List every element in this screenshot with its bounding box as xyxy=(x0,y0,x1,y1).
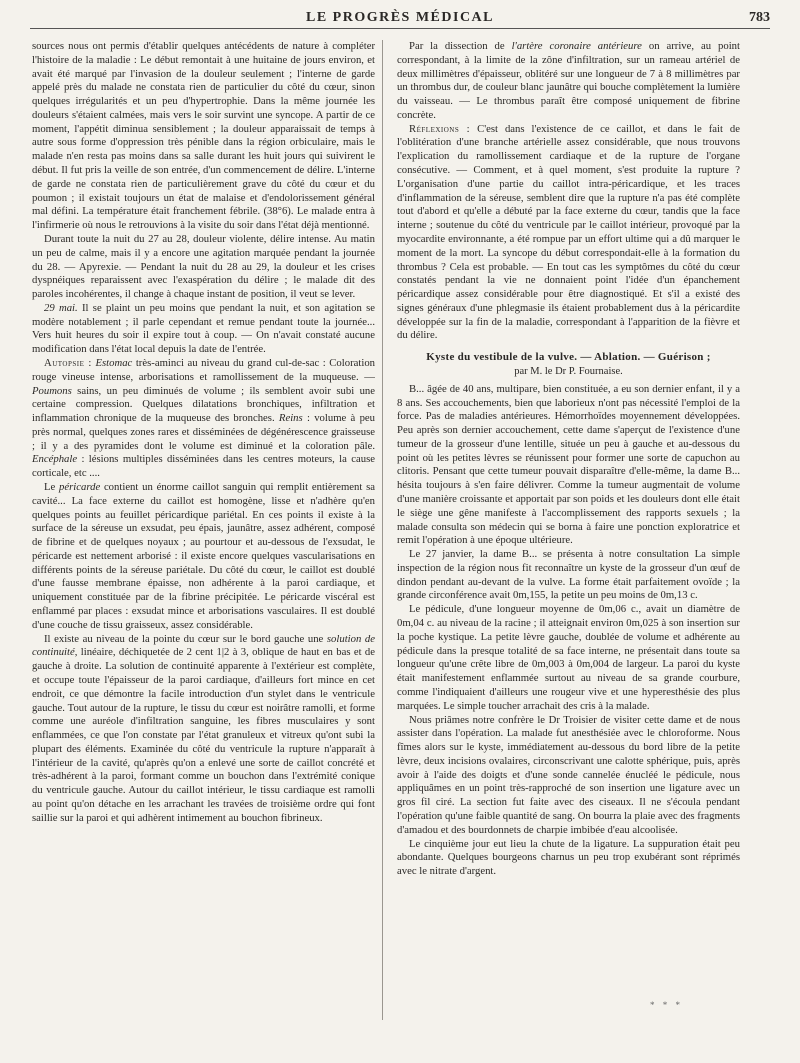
paragraph: Nous priâmes notre confrère le Dr Troisier de visiter cette dame et de nous assister dans l'opération. La malade fut anesthésiée avec le chloroforme. Nous fîmes alors sur le kyste, immédiatement au-dessous du bord libre de la petite lèvre, deux incisions ovalaires, circonscrivant une calotte sphérique, puis, après avoir à l'aide des doigts et d'une sonde cannelée énucléé le pédicule, nous appliquâmes en un point très-rapproché de son insertion une ligature avec un gros fil ciré. La section fut faite avec des ciseaux. Il ne s'écoula pendant l'opération qu'une faible quantité de sang. On bourra la plaie avec des fragments d'amadou et des bourdonnets de charpie imbibée d'eau alcoolisée. xyxy=(397,713,740,836)
organ-term: Encéphale xyxy=(32,453,78,466)
paragraph xyxy=(397,40,740,123)
section-label: Autopsie : xyxy=(44,356,92,369)
left-column xyxy=(32,40,375,826)
paragraph: Le 27 janvier, la dame B... se présenta à notre consultation La simple inspection de la région nous fit reconnaître un kyste de la grosseur d'un œuf de dindon pendant au-devant de la vulve. La forme était parfaitement ovoïde ; la grande circonférence avait 0m,155, la petite un peu moins de 0m,13 c. xyxy=(397,548,740,602)
paragraph-text: on arrive, au point correspondant, à la limite de la zône d'infiltration, sur un rameau artériel de deux millimètres d'épaisseur, oblitéré sur une longueur de 7 à 8 millimètres par un thrombus dur, de couleur blanc jaunâtre qui bouche complètement la lumière du vaisseau. — Le thrombus paraît être composé uniquement de fibrine concrète. xyxy=(397,40,740,121)
paragraph-text: contient un énorme caillot sanguin qui remplit entièrement sa cavité... La face externe du caillot est homogène, lisse et n'adhère qu'en quelques points au feuillet péricardique pariétal. En ces points il existe à la surface de la séreuse un exsudat, peu épais, jaunâtre, assez adhérent, composé de fibrine et de quelques noyaux ; au pourtour et au-dessous de l'exsudat, le péricarde est nettement arborisé : il existe encore quelques vascularisations en différents points de la séreuse pariétale. Du côté du cœur, le caillot est doublé d'une fausse membrane épaisse, non adhérente à la paroi cardiaque, et uniquement constituée par de la fibrine précipitée. Le péricarde viscéral est enflammé par places : exsudat mince et arborisations vasculaires. Il est doublé d'une couche de tissu graisseux, assez considérable. xyxy=(32,481,375,631)
paragraph-text: Par la dissection de xyxy=(409,40,512,52)
paragraph: sources nous ont permis d'établir quelques antécédents de nature à compléter l'histoire de la maladie : Le début remontait à une huitaine de jours environ, et avait été marqué par l'invasion de la douleur seulement ; l'interne de garde appelé près du malade ne constata rien de particulier du côté du cœur, sinon quelques irrégularités et un peu d'hypertrophie. Dans la même journée les douleurs s'étaient calmées, mais vers le soir survint une syncope. A partir de ce moment, l'appétit diminua sensiblement ; la douleur apparaissait de temps à autre sous forme d'oppression très pénible dans la région orbiculaire, mais le malade n'en resta pas moins dans sa salle durant les huit jours qui suivirent le début. Il fut pris la veille de son entrée, d'un commencement de délire. L'interne de garde ne constata rien de particulièrement grave du côté du cœur et du poumon ; il existait toujours un état de malaise et d'endolorissement général mal défini. La température était franchement fébrile. (38°6). Le malade entra à l'infirmerie où nous le retrouvions à la visite du soir dans l'état déjà mentionné. xyxy=(32,40,375,232)
right-column xyxy=(397,40,740,879)
page-number: 783 xyxy=(749,10,770,25)
organ-term: Estomac xyxy=(95,356,133,369)
paragraph: Le cinquième jour eut lieu la chute de la ligature. La suppuration était peu abondante. Quelques bourgeons charnus un peu trop exubérant sont réprimés avec le nitrate d'argent. xyxy=(397,837,740,878)
paragraph-text: Il se plaint un peu moins que pendant la nuit, et son agitation se modère notablement ; il parle cependant et remue pendant toute la journée... Vers huit heures du soir il expire tout à coup. — On n'avait constaté aucune modification dans l'état local depuis la date de l'entrée. xyxy=(32,301,375,356)
column-divider xyxy=(382,40,383,1020)
paragraph-text: Il existe au niveau de la pointe du cœur sur le bord gauche une xyxy=(44,632,327,645)
organ-term: Reins xyxy=(278,412,303,425)
paragraph-text: : lésions multiples disséminées dans les centres moteurs, la cause corticale, etc .... xyxy=(32,453,375,480)
article-title: Kyste du vestibule de la vulve. — Ablation. — Guérison ; xyxy=(426,351,711,364)
journal-title: LE PROGRÈS MÉDICAL xyxy=(305,10,495,25)
paragraph: B... âgée de 40 ans, multipare, bien constituée, a eu son dernier enfant, il y a 8 ans. Ses accouchements, bien que laborieux n'ont pas nécessité l'emploi de la force. Pas de maladies antérieures. Hémorrhoïdes moyennement développées. Peu après son dernier accouchement, cette dame s'aperçut de l'existence d'une tumeur de la grosseur d'une lentille, située un peu à gauche et au-dessous du point où les petites lèvres se réunissent pour former une sorte de capuchon au clitoris. Pensant que cette tumeur pouvait disparaître d'elle-même, la dame B... hésita toujours à s'en faire délivrer. Comme la tumeur augmentait de volume d'une manière croissante et apportait par son poids et les douleurs dont elle était le siège une gêne manifeste à l'accomplissement des rapports sexuels ; la malade consulta son médecin qui se borna à faire une ponction exploratrice et remit l'opération à une époque ultérieure. xyxy=(397,382,740,547)
emphasis-term: solution de continuité xyxy=(32,632,375,659)
paragraph xyxy=(32,633,375,826)
article-byline: par M. le Dr P. Fournaise. xyxy=(514,365,623,377)
autopsy-paragraph xyxy=(32,357,375,481)
paragraph-text: Le xyxy=(44,481,60,493)
paragraph-text: très-aminci au niveau du grand cul-de-sac : Coloration rouge vineuse intense, arborisations et ramollissement de la muqueuse. — xyxy=(32,356,376,383)
organ-term: Poumons xyxy=(32,384,72,397)
paragraph-text: sains, un peu diminués de volume ; ils semblent avoir subi une certaine compression. Quelques dilatations bronchiques, infiltration et inflammation chronique de la muqueuse des bronches. xyxy=(32,384,375,425)
paragraph: Le pédicule, d'une longueur moyenne de 0m,06 c., avait un diamètre de 0m,04 c. au niveau de la racine ; il atteignait environ 0m,025 à son insertion sur la poche kystique. La petite lèvre gauche, doublée de volume et adhérente au pédicule dans la presque totalité de sa face interne, ne présentait dans toute sa longueur qu'une crête libre de 0m,003 à 0m,004 de largeur. La paroi du kyste était manifestement enflammée surtout au niveau de sa grande courbure, comme l'indiquaient d'ailleurs une rougeur vive et une hyperesthésie des plus marquées. Le simple toucher arrachait des cris à la malade. xyxy=(397,603,740,712)
paragraph xyxy=(32,481,375,633)
paragraph-text: , linéaire, déchiquetée de 2 cent 1|2 à 3, oblique de haut en bas et de gauche à droite. La solution de continuité apparente à l'extérieur est complète, et occupe toute l'épaisseur de la paroi cardiaque, d'ailleurs fort mince en cet endroit, ce que démontre la facile introduction d'un stylet dans le ventricule gauche. Tout autour de la rupture, le tissu du cœur est noirâtre ramolli, et forme comme une auréole d'infiltration sanguine, les fibres musculaires y sont enflammées, ce que l'on constate par l'état granuleux et vitreux qu'ont subi la plupart des éléments. Examinée du côté du ventricule la rupture n'apparaît à l'intérieur de la cavité, qu'après qu'on a enlevé une sorte de caillot concrété et très-adhérent à la paroi, formant comme un bouchon dans l'extrémité conique du ventricule gauche. Autour du caillot intérieur, le tissu cardiaque est ramolli au point qu'on détache en les arrachant les travées de troisième ordre qui font saillie sur la paroi et qui adhèrent intimement au bouchon fibrineux. xyxy=(32,646,375,824)
paragraph-text: : volume à peu près normal, quelques zones rares et disséminées de dégénérescence graisseuse ; il y a des pyramides dont le volume est diminué et la coloration pâle. xyxy=(32,412,375,452)
date-label: 29 mai. xyxy=(44,301,78,314)
paragraph-text: C'est dans l'existence de ce caillot, et dans le fait de l'oblitération d'une branche artérielle assez considérable, que nous trouvons l'explication du ramollissement cardiaque et de la rupture de l'organe consécutive. — Comment, et à quel moment, s'est produite la rupture ? L'organisation d'une partie du caillot intra-péricardique, et les traces d'inflammation de la séreuse, semblent dire que la rupture n'a pas été complète tout d'abord et qu'elle a débuté par la face externe du cœur, tandis que la face interne ; soutenue du côté du ventricule par le caillot intérieur, provoqué par la myocardite environnante, a été rompue par un effort ultime qui a dû marquer le moment de la mort. La syncope du début correspondait-elle à la formation du thrombus ? Cela est probable. — En tout cas les symptômes du côté du cœur constatés pendant la vie ne donnaient point l'idée d'un épanchement péricardique assez considérable pour être diagnostiqué. Et s'il a existé des signes généraux d'une phlegmasie ils étaient probablement dus à la péricardite développée sur la fin de la maladie, correspondant à l'apparition de la fièvre et du délire. xyxy=(397,122,740,342)
running-head xyxy=(30,8,770,29)
paragraph: Durant toute la nuit du 27 au 28, douleur violente, délire intense. Au matin un peu de calme, mais il y a encore une agitation marquée pendant la journée du 28. — Apyrexie. — Pendant la nuit du 28 au 29, la douleur et les crises dyspnéiques reparaissent avec l'exaspération du délire ; le malade dit des paroles incohérentes, il change à chaque instant de position, il veut se lever. xyxy=(32,232,375,301)
footer-mark: * * * xyxy=(650,1000,683,1010)
organ-term: péricarde xyxy=(59,481,101,493)
reflections-paragraph xyxy=(397,123,740,344)
emphasis-term: l'artère coronaire antérieure xyxy=(511,40,642,52)
section-label: Réflexions : xyxy=(409,122,471,135)
paragraph xyxy=(32,302,375,357)
